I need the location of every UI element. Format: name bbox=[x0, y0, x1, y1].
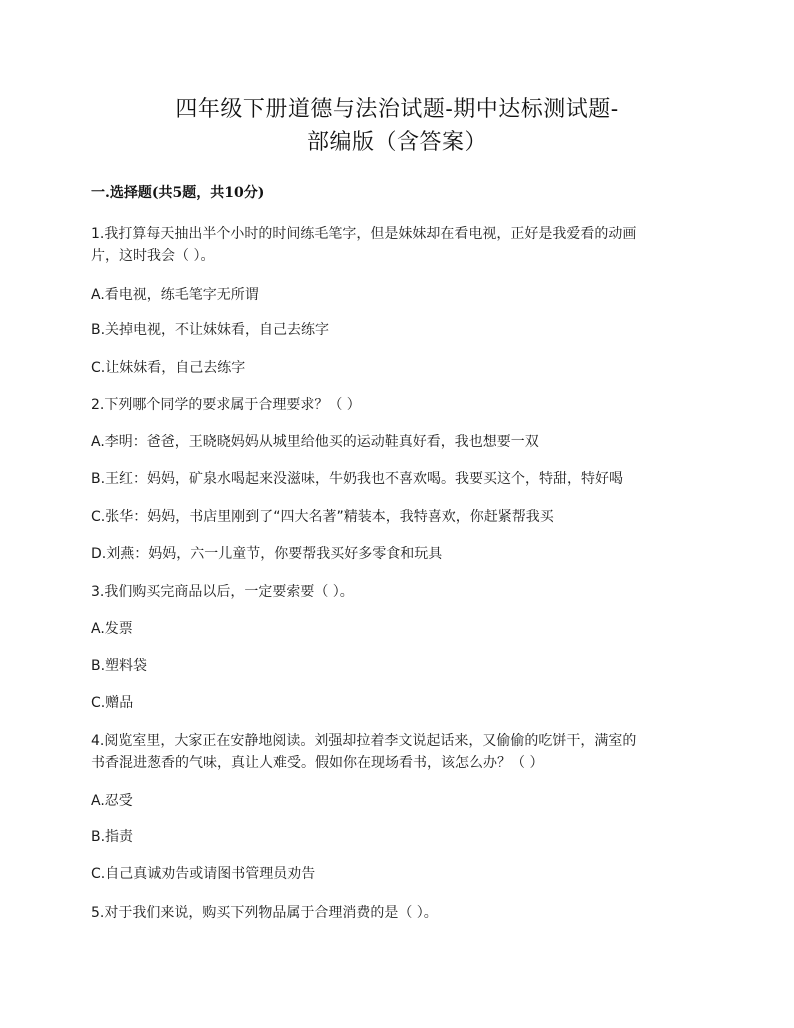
question-1-option-a: A.看电视，练毛笔字无所谓 bbox=[91, 287, 259, 303]
question-1-stem-line-1: 1.我打算每天抽出半个小时的时间练毛笔字，但是妹妹却在看电视，正好是我爱看的动画 bbox=[91, 226, 637, 242]
question-1-stem-line-2: 片，这时我会（ ）。 bbox=[91, 248, 215, 264]
question-4-stem-line-1: 4.阅览室里，大家正在安静地阅读。刘强却拉着李文说起话来，又偷偷的吃饼干，满室的 bbox=[91, 733, 637, 749]
question-1-option-c: C.让妹妹看，自己去练字 bbox=[91, 360, 246, 376]
question-3-option-b: B.塑料袋 bbox=[91, 658, 148, 674]
question-2-option-c: C.张华：妈妈，书店里刚到了“四大名著”精装本，我特喜欢，你赶紧帮我买 bbox=[91, 509, 554, 525]
question-4-option-a: A.忍受 bbox=[91, 793, 133, 809]
question-4-option-c: C.自己真诚劝告或请图书管理员劝告 bbox=[91, 866, 316, 882]
question-4-option-b: B.指责 bbox=[91, 829, 134, 845]
question-3-stem: 3.我们购买完商品以后，一定要索要（ ）。 bbox=[91, 584, 354, 600]
question-1-option-b: B.关掉电视，不让妹妹看，自己去练字 bbox=[91, 322, 330, 338]
document-title-line-2: 部编版（含答案） bbox=[306, 130, 487, 155]
question-2-option-d: D.刘燕：妈妈，六一儿童节，你要帮我买好多零食和玩具 bbox=[91, 546, 443, 562]
question-2-stem: 2.下列哪个同学的要求属于合理要求？（ ） bbox=[91, 397, 361, 413]
section-heading: 一.选择题(共5题，共10分) bbox=[91, 185, 265, 201]
question-2-option-a: A.李明：爸爸，王晓晓妈妈从城里给他买的运动鞋真好看，我也想要一双 bbox=[91, 434, 539, 450]
question-5-stem: 5.对于我们来说，购买下列物品属于合理消费的是（ ）。 bbox=[91, 905, 438, 921]
question-2-option-b: B.王红：妈妈，矿泉水喝起来没滋味，牛奶我也不喜欢喝。我要买这个，特甜，特好喝 bbox=[91, 471, 624, 487]
document-title-line-1: 四年级下册道德与法治试题-期中达标测试题- bbox=[175, 97, 619, 122]
question-4-stem-line-2: 书香混进葱香的气味，真让人难受。假如你在现场看书，该怎么办？（ ） bbox=[91, 755, 544, 771]
question-3-option-a: A.发票 bbox=[91, 621, 133, 637]
question-3-option-c: C.赠品 bbox=[91, 695, 134, 711]
